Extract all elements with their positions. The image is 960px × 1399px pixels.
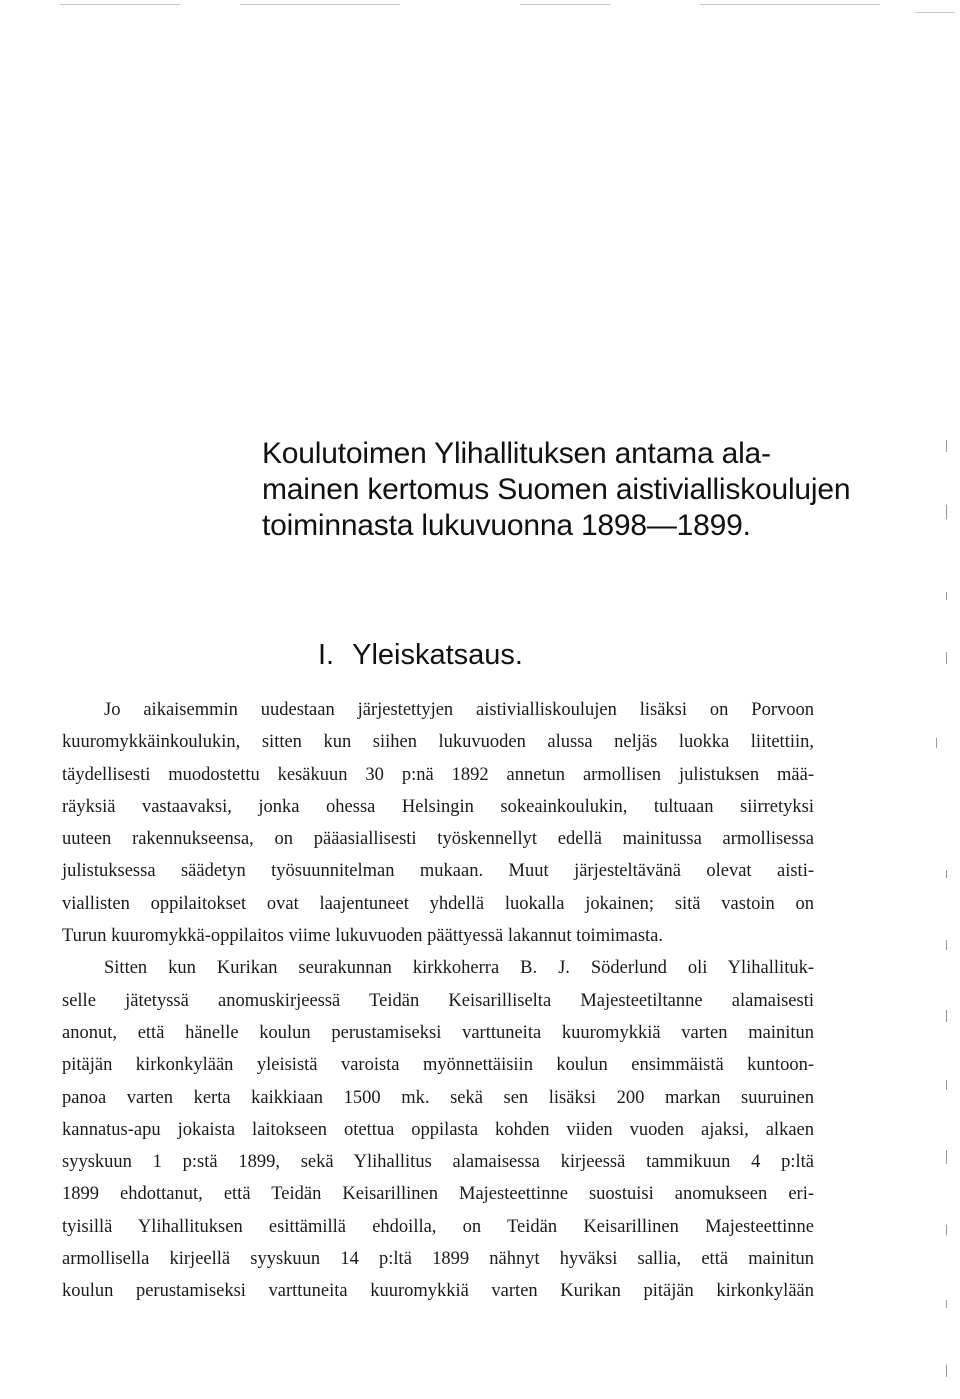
section-title: Yleiskatsaus.	[352, 639, 523, 671]
paragraph-line: syyskuun 1 p:stä 1899, sekä Ylihallitus alamaisessa kirjeessä tammikuun 4 p:ltä	[62, 1152, 814, 1173]
section-number: I.	[318, 639, 335, 671]
paragraph-line: uuteen rakennukseensa, on pääasiallisesti työskennellyt edellä mainitussa armollisessa	[62, 829, 814, 850]
title-line: mainen kertomus Suomen aistivialliskoulujen	[262, 473, 851, 506]
title-line: toiminnasta lukuvuonna 1898—1899.	[262, 509, 751, 542]
margin-mark	[946, 440, 947, 452]
section-heading	[318, 638, 523, 672]
margin-mark	[936, 738, 937, 748]
paragraph-line: koulun perustamiseksi varttuneita kuuromykkiä varten Kurikan pitäjän kirkonkylään	[62, 1281, 814, 1302]
paragraph-line: 1899 ehdottanut, että Teidän Keisarillinen Majesteettinne suostuisi anomukseen eri-	[62, 1184, 814, 1205]
paragraph-line: viallisten oppilaitokset ovat laajentuneet yhdellä luokalla jokainen; sitä vastoin on	[62, 893, 814, 914]
margin-mark	[946, 1080, 947, 1090]
paragraph-line: Sitten kun Kurikan seurakunnan kirkkoherra B. J. Söderlund oli Ylihallituk-	[104, 958, 814, 979]
margin-mark	[946, 1010, 947, 1022]
margin-mark	[946, 1300, 947, 1308]
paragraph-line: Jo aikaisemmin uudestaan järjestettyjen aistivialliskoulujen lisäksi on Porvoon	[104, 700, 814, 720]
margin-mark	[946, 592, 947, 600]
margin-mark	[946, 870, 947, 878]
paragraph-line: anonut, että hänelle koulun perustamiseksi varttuneita kuuromykkiä varten mainitun	[62, 1022, 814, 1043]
body-paragraphs	[62, 694, 814, 1308]
margin-mark	[946, 652, 947, 664]
scan-edge-line	[240, 4, 400, 5]
title-line: Koulutoimen Ylihallituksen antama ala-	[262, 437, 771, 470]
scan-edge-line	[700, 4, 880, 5]
paragraph-line: täydellisesti muodostettu kesäkuun 30 p:nä 1892 annetun armollisen julistuksen mää-	[62, 764, 814, 785]
margin-mark	[946, 1225, 947, 1235]
paragraph-line: Turun kuuromykkä-oppilaitos viime lukuvuoden päättyessä lakannut toimimasta.	[62, 926, 663, 947]
margin-mark	[946, 1150, 947, 1164]
margin-mark	[946, 1365, 947, 1377]
margin-mark	[946, 940, 947, 950]
paragraph-line: selle jätetyssä anomuskirjeessä Teidän Keisarilliselta Majesteetiltanne alamaisesti	[62, 990, 814, 1011]
paragraph-line: panoa varten kerta kaikkiaan 1500 mk. sekä sen lisäksi 200 markan suuruinen	[62, 1087, 814, 1108]
scan-edge-line	[60, 4, 180, 5]
paragraph-line: kuuromykkäinkoulukin, sitten kun siihen lukuvuoden alussa neljäs luokka liitettiin,	[62, 732, 814, 753]
paragraph-line: pitäjän kirkonkylään yleisistä varoista myönnettäisiin koulun ensimmäistä kuntoon-	[62, 1055, 814, 1076]
paragraph-line: julistuksessa säädetyn työsuunnitelman mukaan. Muut järjesteltävänä olevat aisti-	[62, 861, 814, 882]
scan-edge-line	[520, 4, 610, 5]
paragraph-line: armollisella kirjeellä syyskuun 14 p:ltä 1899 nähnyt hyväksi sallia, että mainitun	[62, 1249, 814, 1270]
scan-margin-marks	[930, 0, 960, 1399]
paragraph-line: tyisillä Ylihallituksen esittämillä ehdoilla, on Teidän Keisarillinen Majesteettinne	[62, 1216, 814, 1237]
paragraph-line: räyksiä vastaavaksi, jonka ohessa Helsingin sokeainkoulukin, tultuaan siirretyksi	[62, 796, 814, 817]
document-title	[262, 436, 851, 544]
paragraph-line: kannatus-apu jokaista laitokseen otettua oppilasta kohden viiden vuoden ajaksi, alkaen	[62, 1119, 814, 1140]
margin-mark	[946, 505, 947, 519]
